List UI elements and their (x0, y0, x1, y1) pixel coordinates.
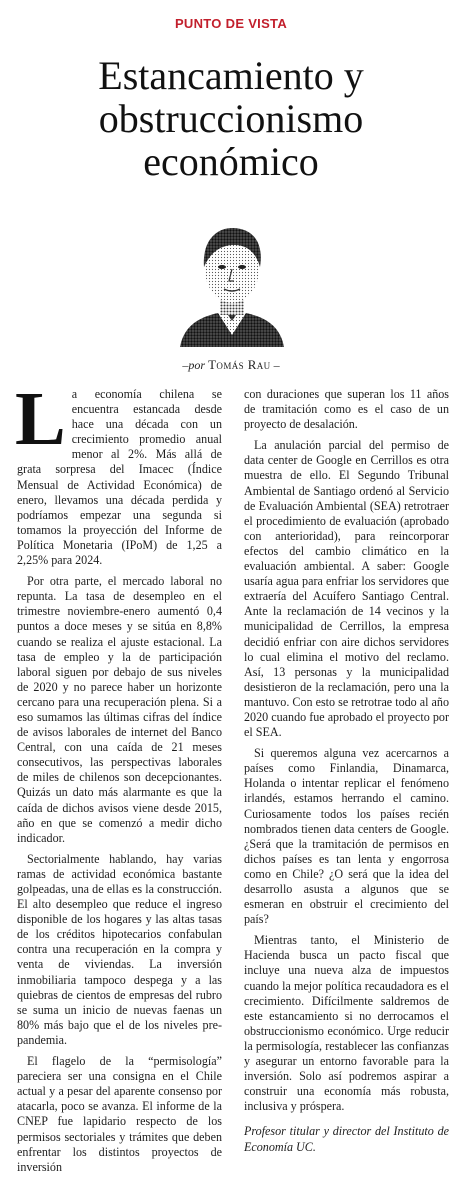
headline (0, 54, 462, 183)
author-portrait (178, 217, 286, 347)
drop-cap: L (15, 377, 66, 461)
section-label: PUNTO DE VISTA (174, 16, 288, 31)
byline-prefix: –por (182, 358, 206, 372)
article-column-left (15, 377, 222, 1181)
headline-line-3: económico (143, 139, 319, 184)
paragraph: Mientras tanto, el Ministerio de Hacienda busca un pacto fiscal que incluye una nueva alza de impuestos cuando la mejor política recaudadora es el crecimiento. Difícilmente saldremos de este estancamiento si no derrocamos el obstruccionismo económico. Urge reducir la permisología, restablecer las confianzas y asegurar un entorno favorable para la inversión. Solo así podremos aspirar a construir una economía más robusta, inclusiva y próspera. (244, 933, 449, 1114)
paragraph: Por otra parte, el mercado laboral no repunta. La tasa de desempleo en el trimestre noviembre-enero aumentó 0,4 puntos a doce meses y se sitúa en 8,8% cuando se realiza el ajuste estacional. La tasa de empleo y la de participación laboral siguen por debajo de sus niveles de 2020 y no parece haber un horizonte cercano para una recuperación plena. Si a eso sumamos las últimas cifras del índice de avisos laborales de internet del Banco Central, con una caída de 21 meses consecutivos, las perspectivas laborales de miles de chilenos son decepcionantes. Quizás un dato más alarmante es que la caída de dichos avisos viene desde 2015, año en que se comenzó a medir dicho indicador. (17, 574, 222, 845)
byline-suffix: – (273, 358, 280, 372)
article-column-right (244, 387, 449, 1161)
paragraph-text: a economía chilena se encuentra estancada desde hace una década con un crecimiento promedio anual menor al 2%. Más allá de grata sorpresa del Imacec (Índice Mensual de Actividad Económica) de enero, llevamos una década perdida y podríamos empezar una segunda si tomamos la proyección del Informe de Política Monetaria (IPoM) de 1,25 a 2,25% para 2024. (17, 387, 222, 568)
paragraph: El flagelo de la “permisología” pareciera ser una consigna en el Chile actual y a pesar del aparente consenso por atacarla, poco se avanza. El informe de la CNEP fue lapidario respecto de los permisos sectoriales y trámites que deben enfrentar los distintos proyectos de inversión (17, 1054, 222, 1174)
byline (0, 357, 462, 373)
headline-line-2: obstruccionismo (98, 96, 364, 141)
paragraph: La anulación parcial del permiso de data center de Google en Cerrillos es otra muestra de ello. El Segundo Tribunal Ambiental de Santiago ordenó al Servicio de Evaluación Ambiental (SEA) retrotraer el procedimiento de evaluación (aprobado con anterioridad), para reincorporar efectos del cambio climático en la evaluación ambiental. A saber: Google usaría agua para enfriar los servidores que extraería del Acuífero Santiago Central. Ante la reclamación de 14 vecinos y la municipalidad de Cerrillos, la empresa decidió enfriar con aire dichos servidores lo cual elimina el motivo del reclamo. Así, 13 personas y la municipalidad desistieron de la reclamación, pero una la mantuvo. Con esto se retrotrae todo al año 2020 cuando fue aprobado el proyecto por el SEA. (244, 438, 449, 740)
headline-line-1: Estancamiento y (98, 53, 364, 98)
paragraph: Sectorialmente hablando, hay varias ramas de actividad económica bastante golpeadas, una de ellas es la construcción. El alto desempleo que reduce el ingreso disponible de los hogares y las altas tasas de los créditos hipotecarios confabulan contra una recuperación en la compra y venta de viviendas. La inversión inmobiliaria tampoco despega y a las quiebras de cientos de empresas del rubro se suma un inicio de nuevas faenas un 80% más bajo que el de los niveles pre-pandemia. (17, 851, 222, 1047)
paragraph (15, 377, 222, 568)
paragraph: con duraciones que superan los 11 años de tramitación como es el caso de un proyecto de desalación. (244, 387, 449, 432)
author-signature: Profesor titular y director del Instituto de Economía UC. (244, 1124, 449, 1154)
author-name: Tomás Rau (208, 357, 271, 372)
paragraph: Si queremos alguna vez acercarnos a países como Finlandia, Dinamarca, Holanda o intentar replicar el fenómeno irlandés, estamos herrando el camino. Curiosamente todos los países recién nombrados tienen data centers de Google. ¿Será que la tramitación de permisos en dichos países es tan lenta y engorrosa como en Chile? ¿O será que la idea del desarrollo asusta a algunos que se esmeran en obstruir el crecimiento del país? (244, 746, 449, 927)
